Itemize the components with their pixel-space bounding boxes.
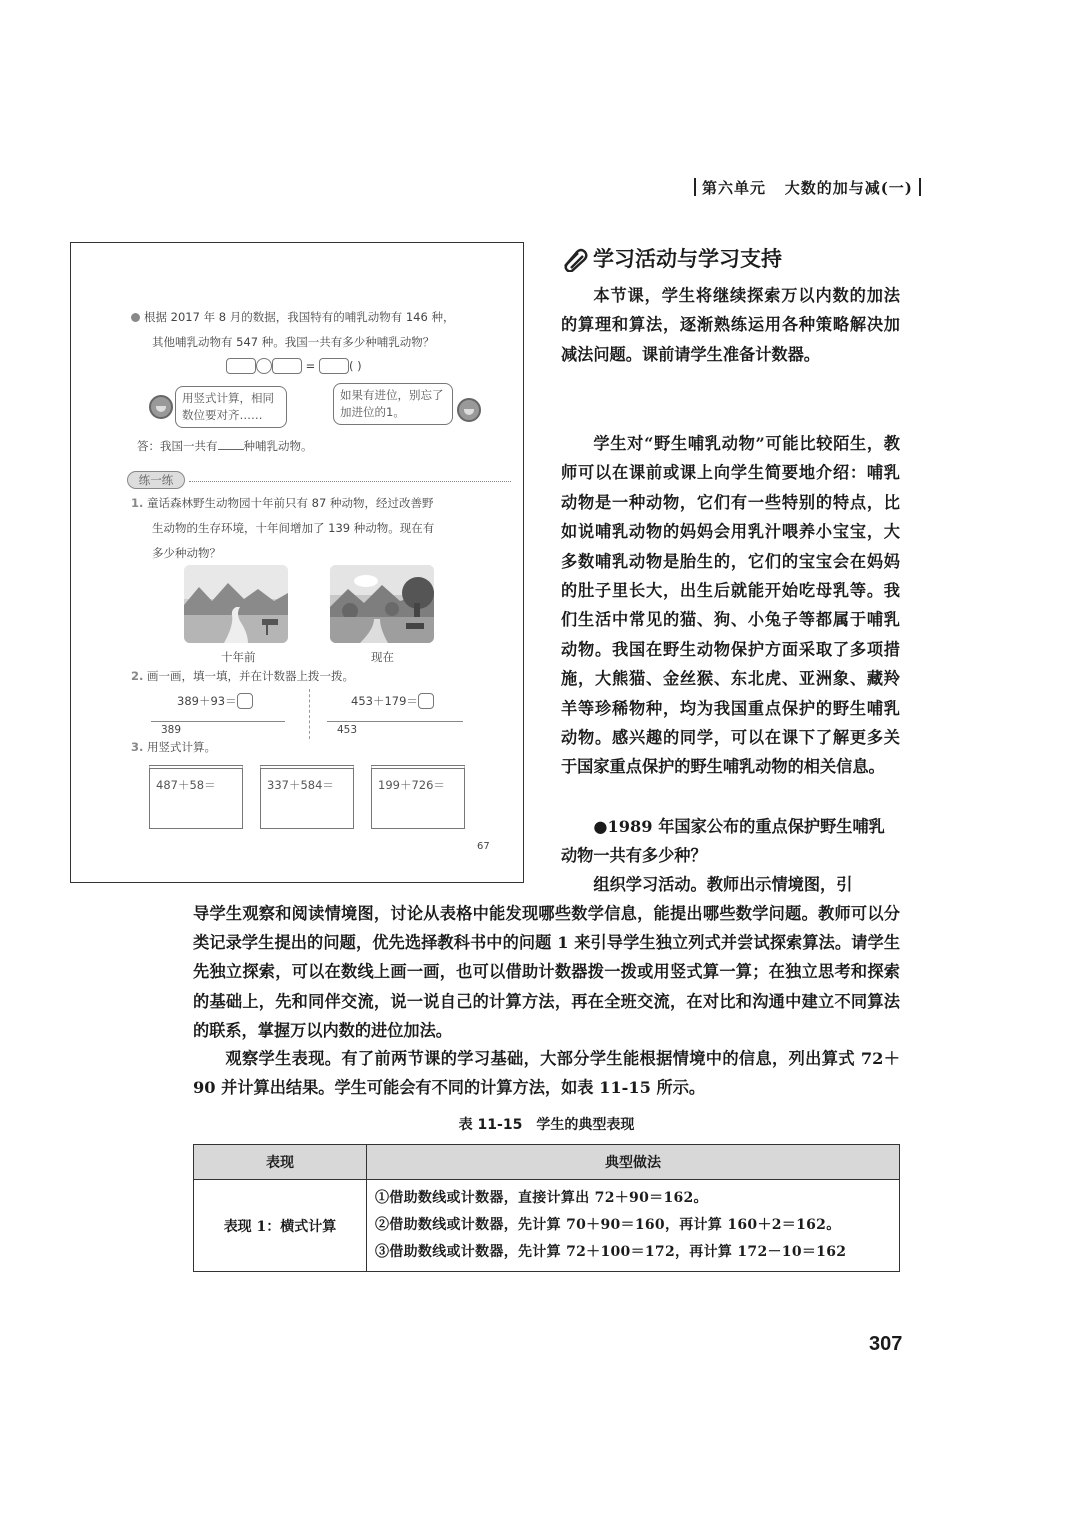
equation-equals: = bbox=[305, 359, 316, 373]
practice-tag: 练一练 bbox=[127, 471, 185, 489]
header-bar-left bbox=[694, 178, 696, 196]
number-line-a bbox=[151, 721, 285, 722]
header-title: 大数的加与减(一) bbox=[784, 179, 913, 197]
answer-line: 答：我国一共有 种哺乳动物。 bbox=[137, 439, 313, 453]
equation-paren: ( ) bbox=[348, 359, 362, 373]
q2-expr-a: 389＋93＝ bbox=[177, 693, 253, 709]
table-item-1: ①借助数线或计数器，直接计算出 72＋90＝162。 bbox=[375, 1190, 708, 1206]
table-item-2: ②借助数线或计数器，先计算 70＋90＝160，再计算 160＋2＝162。 bbox=[375, 1217, 841, 1233]
section-title: 学习活动与学习支持 bbox=[561, 243, 782, 273]
q1-line2: 生动物的生存环境，十年间增加了 139 种动物。现在有 bbox=[152, 521, 435, 535]
performance-table bbox=[193, 1144, 900, 1272]
pic2-caption: 现在 bbox=[371, 650, 394, 664]
q3-line: 3. 用竖式计算。 bbox=[131, 740, 217, 754]
table-row-items bbox=[367, 1180, 900, 1272]
calc-box-1: 487＋58＝ bbox=[149, 765, 243, 829]
paragraph-mammals: 学生对“野生哺乳动物”可能比较陌生，教师可以在课前或课上向学生简要地介绍：哺乳动物是一种动物，它们有一些特别的特点，比如说哺乳动物的妈妈会用乳汁喂养小宝宝，大多数哺乳动物是胎生的，它们的宝宝会在妈妈的肚子里长大，出生后就能开始吃母乳等。我们生活中常见的猫、狗、小兔子等都属于哺乳动物。我国在野生动物保护方面采取了多项措施，大熊猫、金丝猴、东北虎、亚洲象、藏羚羊等珍稀物种，均为我国重点保护的野生哺乳动物。感兴趣的同学，可以在课下了解更多关于国家重点保护的野生哺乳动物的相关信息。 bbox=[561, 434, 900, 777]
number-line-a-label: 389 bbox=[161, 724, 182, 736]
landscape-forest-icon bbox=[330, 565, 434, 643]
q1-line3: 多少种动物？ bbox=[152, 546, 221, 560]
textbook-intro-line1: 根据 2017 年 8 月的数据，我国特有的哺乳动物有 146 种， bbox=[131, 309, 454, 325]
picture-now bbox=[330, 565, 434, 643]
speech-bubble-left: 用竖式计算，相同数位要对齐…… bbox=[175, 386, 287, 428]
pic1-caption: 十年前 bbox=[221, 650, 256, 664]
paragraph-intro: 本节课，学生将继续探索万以内数的加法的算理和算法，逐渐熟练运用各种策略解决加减法问题。课前请学生准备计数器。 bbox=[561, 286, 900, 364]
organize-body: 导学生观察和阅读情境图，讨论从表格中能发现哪些数学信息，能提出哪些数学问题。教师可以分类记录学生提出的问题，优先选择教科书中的问题 1 来引导学生独立列式并尝试探索算法。请学生先独立探索，可以在数线上画一画，也可以借助计数器拨一拨或用竖式算一算；在独立思考和探索的基础上，先和同伴交流，说一说自己的计算方法，再在全班交流，在对比和沟通中建立不同算法的联系，掌握万以内数的进位加法。 bbox=[193, 904, 900, 1040]
q2-line: 2. 画一画，填一填，并在计数器上拨一拨。 bbox=[131, 669, 355, 683]
header-unit: 第六单元 bbox=[702, 179, 767, 197]
organize-lead: 组织学习活动。教师出示情境图，引 bbox=[593, 875, 853, 894]
q2-expr-b: 453＋179＝ bbox=[351, 693, 434, 709]
table-col2-header: 典型做法 bbox=[367, 1145, 900, 1180]
number-line-b bbox=[327, 721, 463, 722]
paperclip-icon bbox=[561, 246, 591, 272]
textbook-page-number: 67 bbox=[477, 841, 490, 852]
speech-bubble-right: 如果有进位，别忘了加进位的1。 bbox=[333, 383, 453, 425]
page-number: 307 bbox=[869, 1333, 903, 1355]
q1-line1: 1. 童话森林野生动物园十年前只有 87 种动物，经过改善野 bbox=[131, 496, 434, 510]
calc-box-3: 199＋726＝ bbox=[371, 765, 465, 829]
blank-box bbox=[237, 693, 253, 709]
blank-box bbox=[418, 693, 434, 709]
table-caption: 表 11-15 学生的典型表现 bbox=[458, 1117, 635, 1133]
q2-divider bbox=[309, 689, 310, 739]
table-row-label: 表现 1：横式计算 bbox=[194, 1180, 367, 1272]
running-header bbox=[688, 177, 927, 198]
table-header-row bbox=[194, 1145, 900, 1180]
number-line-b-label: 453 bbox=[337, 724, 358, 736]
picture-ten-years-ago bbox=[184, 565, 288, 643]
calc-box-2: 337＋584＝ bbox=[260, 765, 354, 829]
table-item-3: ③借助数线或计数器，先计算 72＋100＝172，再计算 172－10＝162 bbox=[375, 1244, 847, 1260]
textbook-page-image bbox=[70, 242, 524, 883]
landscape-bare-icon bbox=[184, 565, 288, 643]
table-col1-header: 表现 bbox=[194, 1145, 367, 1180]
textbook-intro-line2: 其他哺乳动物有 547 种。我国一共有多少种哺乳动物？ bbox=[152, 335, 435, 349]
header-bar-right bbox=[919, 178, 921, 196]
table-row bbox=[194, 1180, 900, 1272]
question-line: ●1989 年国家公布的重点保护野生哺乳动物一共有多少种？ bbox=[561, 817, 885, 866]
practice-section bbox=[131, 243, 511, 882]
observe-paragraph: 观察学生表现。有了前两节课的学习基础，大部分学生能根据情境中的信息，列出算式 72＋90 并计算出结果。学生可能会有不同的计算方法，如表 11-15 所示。 bbox=[193, 1049, 900, 1098]
